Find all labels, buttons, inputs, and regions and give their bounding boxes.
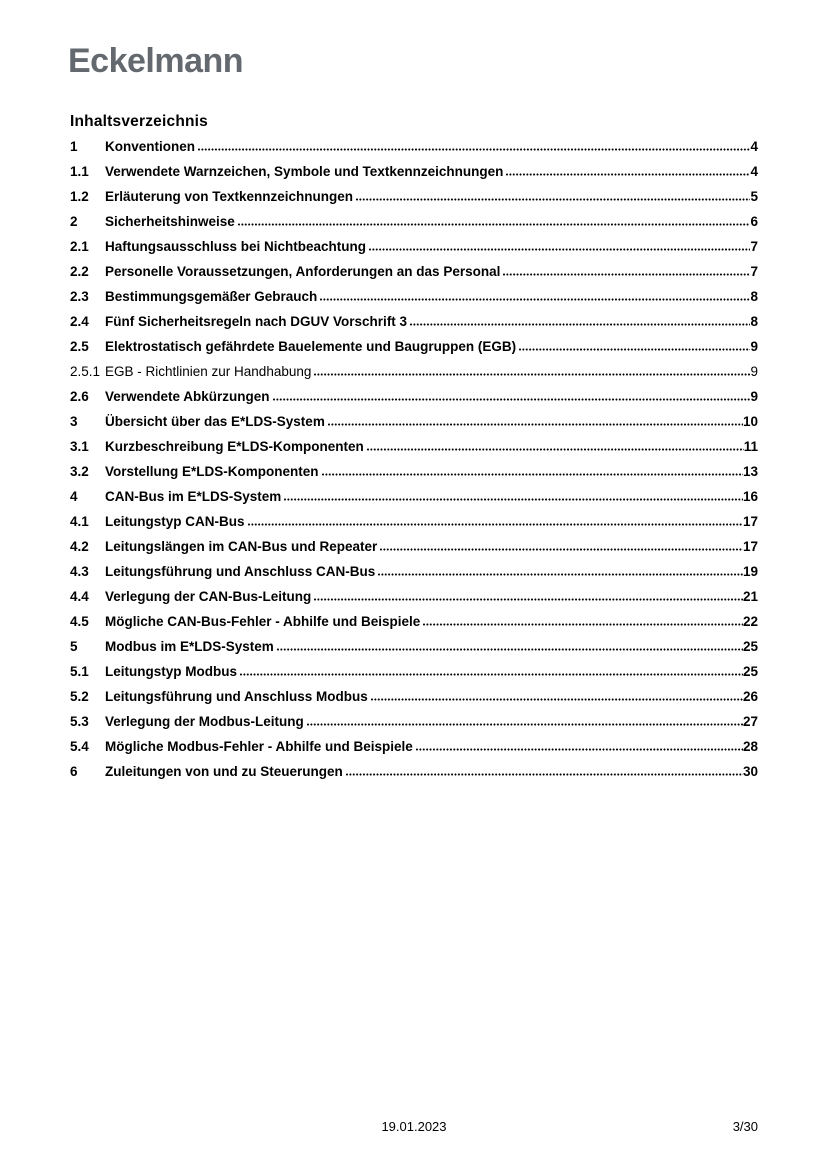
toc-entry-label: Modbus im E*LDS-System (105, 639, 274, 654)
toc-entry-number: 4.2 (70, 539, 89, 554)
toc-entry-number: 2.5.1 (70, 364, 101, 379)
toc-entry-page: 13 (742, 464, 758, 479)
toc-entry[interactable] (70, 564, 758, 589)
toc-entry-label: Verlegung der CAN-Bus-Leitung (105, 589, 312, 604)
toc-entry[interactable] (70, 164, 758, 189)
toc-entry[interactable] (70, 414, 758, 439)
toc-entry-number: 4 (70, 489, 78, 504)
toc-entry-number: 2.6 (70, 389, 89, 404)
toc-entry-label: Personelle Voraussetzungen, Anforderungen an das Personal (105, 264, 501, 279)
dot-leader (314, 598, 743, 601)
toc-entry-label: Verwendete Abkürzungen (105, 389, 270, 404)
toc-entry-number: 6 (70, 764, 78, 779)
table-of-contents (70, 114, 758, 789)
toc-entry-page: 8 (750, 289, 758, 304)
toc-entry-number: 5.1 (70, 664, 89, 679)
toc-entry-number: 2.2 (70, 264, 89, 279)
toc-entry-number: 3 (70, 414, 78, 429)
dot-leader (307, 723, 743, 726)
toc-entry-page: 16 (742, 489, 758, 504)
toc-entry-number: 5.4 (70, 739, 89, 754)
toc-entry-number: 1.2 (70, 189, 89, 204)
toc-entry[interactable] (70, 589, 758, 614)
dot-leader (248, 523, 743, 526)
toc-entry-page: 4 (750, 139, 758, 154)
toc-entry-number: 2.4 (70, 314, 89, 329)
dot-leader (380, 548, 743, 551)
toc-entry[interactable] (70, 514, 758, 539)
toc-entry[interactable] (70, 139, 758, 164)
toc-entry-number: 1 (70, 139, 78, 154)
toc-entry[interactable] (70, 614, 758, 639)
toc-entry[interactable] (70, 239, 758, 264)
dot-leader (416, 748, 743, 751)
page-footer (70, 1119, 758, 1135)
toc-entry[interactable] (70, 539, 758, 564)
dot-leader (356, 198, 750, 201)
toc-entry[interactable] (70, 714, 758, 739)
toc-entry-number: 4.5 (70, 614, 89, 629)
toc-entry-label: Leitungsführung und Anschluss Modbus (105, 689, 368, 704)
dot-leader (238, 223, 751, 226)
dot-leader (320, 298, 750, 301)
toc-entry-number: 2 (70, 214, 78, 229)
footer-date: 19.01.2023 (381, 1119, 447, 1134)
toc-entry-number: 5 (70, 639, 78, 654)
toc-entry-page: 9 (750, 339, 758, 354)
toc-entry-number: 2.5 (70, 339, 89, 354)
toc-entry[interactable] (70, 489, 758, 514)
dot-leader (369, 248, 750, 251)
toc-entry-page: 6 (750, 214, 758, 229)
toc-entry[interactable] (70, 289, 758, 314)
toc-entry[interactable] (70, 639, 758, 664)
toc-entry-page: 17 (742, 539, 758, 554)
page-indicator: 3/30 (732, 1119, 758, 1134)
toc-entry-label: Verwendete Warnzeichen, Symbole und Textkennzeichnungen (105, 164, 504, 179)
dot-leader (346, 773, 743, 776)
toc-entry-label: EGB - Richtlinien zur Handhabung (105, 364, 312, 379)
dot-leader (314, 373, 750, 376)
toc-entry-label: Leitungstyp CAN-Bus (105, 514, 245, 529)
dot-leader (240, 673, 743, 676)
dot-leader (367, 448, 744, 451)
toc-entry-label: Konventionen (105, 139, 195, 154)
toc-entry[interactable] (70, 364, 758, 389)
toc-entry-label: Zuleitungen von und zu Steuerungen (105, 764, 343, 779)
toc-entry-number: 4.4 (70, 589, 89, 604)
toc-entry-number: 1.1 (70, 164, 89, 179)
dot-leader (328, 423, 743, 426)
toc-entry-label: Erläuterung von Textkennzeichnungen (105, 189, 354, 204)
dot-leader (519, 348, 750, 351)
toc-entry[interactable] (70, 739, 758, 764)
dot-leader (371, 698, 743, 701)
toc-entry-page: 7 (750, 239, 758, 254)
toc-list (70, 139, 758, 789)
dot-leader (410, 323, 750, 326)
toc-entry[interactable] (70, 189, 758, 214)
toc-entry-page: 27 (742, 714, 758, 729)
toc-entry-label: Leitungstyp Modbus (105, 664, 237, 679)
toc-entry-page: 7 (750, 264, 758, 279)
toc-entry-label: Kurzbeschreibung E*LDS-Komponenten (105, 439, 364, 454)
toc-entry-number: 2.1 (70, 239, 89, 254)
toc-entry[interactable] (70, 439, 758, 464)
toc-entry-label: Leitungslängen im CAN-Bus und Repeater (105, 539, 378, 554)
dot-leader (322, 473, 743, 476)
toc-entry-number: 2.3 (70, 289, 89, 304)
toc-entry-number: 3.2 (70, 464, 89, 479)
dot-leader (284, 498, 743, 501)
toc-entry-label: Mögliche Modbus-Fehler - Abhilfe und Beispiele (105, 739, 413, 754)
toc-entry[interactable] (70, 214, 758, 239)
toc-entry[interactable] (70, 464, 758, 489)
toc-entry-page: 10 (742, 414, 758, 429)
toc-entry-label: CAN-Bus im E*LDS-System (105, 489, 282, 504)
toc-entry-page: 9 (750, 389, 758, 404)
toc-entry-label: Bestimmungsgemäßer Gebrauch (105, 289, 318, 304)
dot-leader (378, 573, 743, 576)
toc-entry-page: 8 (750, 314, 758, 329)
toc-entry-number: 5.2 (70, 689, 89, 704)
toc-entry-label: Sicherheitshinweise (105, 214, 235, 229)
toc-entry[interactable] (70, 389, 758, 414)
toc-entry-page: 25 (742, 639, 758, 654)
toc-entry-label: Leitungsführung und Anschluss CAN-Bus (105, 564, 376, 579)
toc-entry-page: 25 (742, 664, 758, 679)
toc-entry-page: 28 (742, 739, 758, 754)
toc-entry[interactable] (70, 339, 758, 364)
toc-entry-label: Verlegung der Modbus-Leitung (105, 714, 304, 729)
toc-entry-number: 4.1 (70, 514, 89, 529)
dot-leader (506, 173, 750, 176)
toc-entry-number: 4.3 (70, 564, 89, 579)
toc-entry-number: 5.3 (70, 714, 89, 729)
toc-entry-page: 22 (742, 614, 758, 629)
dot-leader (198, 148, 750, 151)
toc-entry-page: 4 (750, 164, 758, 179)
toc-entry-label: Übersicht über das E*LDS-System (105, 414, 325, 429)
toc-entry-page: 30 (742, 764, 758, 779)
toc-entry[interactable] (70, 764, 758, 789)
toc-entry-page: 5 (750, 189, 758, 204)
dot-leader (423, 623, 743, 626)
toc-entry-page: 11 (743, 439, 758, 454)
toc-entry-page: 9 (750, 364, 758, 379)
toc-entry-page: 17 (742, 514, 758, 529)
toc-entry-page: 26 (742, 689, 758, 704)
dot-leader (503, 273, 750, 276)
toc-entry[interactable] (70, 689, 758, 714)
toc-entry[interactable] (70, 664, 758, 689)
toc-entry-number: 3.1 (70, 439, 89, 454)
toc-entry-page: 21 (742, 589, 758, 604)
eckelmann-logo: Eckelmann (68, 42, 244, 80)
toc-entry-label: Fünf Sicherheitsregeln nach DGUV Vorschrift 3 (105, 314, 408, 329)
toc-entry-page: 19 (742, 564, 758, 579)
toc-entry[interactable] (70, 314, 758, 339)
toc-entry-label: Vorstellung E*LDS-Komponenten (105, 464, 319, 479)
dot-leader (277, 648, 743, 651)
toc-entry[interactable] (70, 264, 758, 289)
toc-entry-label: Haftungsausschluss bei Nichtbeachtung (105, 239, 367, 254)
toc-title: Inhaltsverzeichnis (70, 113, 208, 130)
dot-leader (273, 398, 751, 401)
toc-entry-label: Elektrostatisch gefährdete Bauelemente und Baugruppen (EGB) (105, 339, 517, 354)
toc-entry-label: Mögliche CAN-Bus-Fehler - Abhilfe und Beispiele (105, 614, 421, 629)
